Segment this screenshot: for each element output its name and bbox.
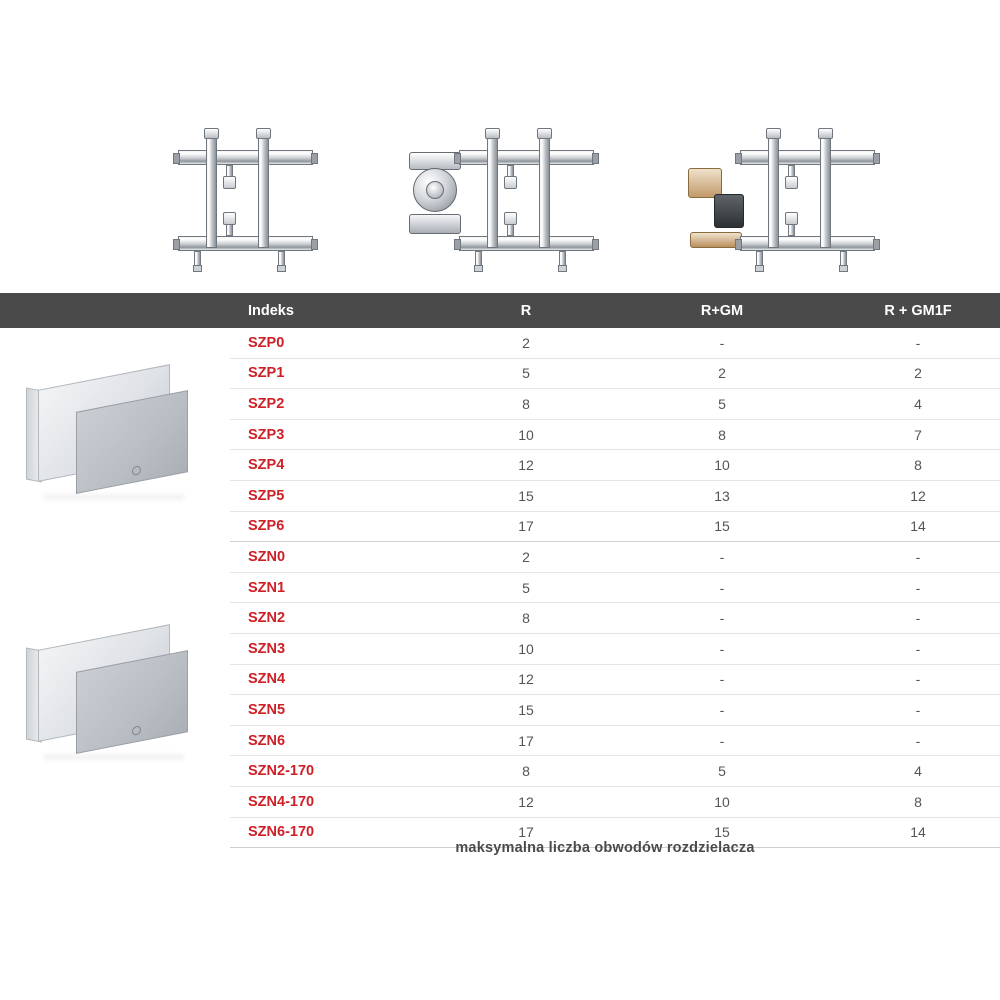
- table-row: [0, 542, 1000, 573]
- cell-r: 10: [428, 419, 624, 450]
- header-index: Indeks: [230, 293, 428, 328]
- manifold-drawing: [178, 128, 313, 273]
- manifold-cap-left: [474, 265, 483, 272]
- manifold-valve-1: [223, 176, 236, 189]
- manifold-drawing: [740, 128, 875, 273]
- cell-index: SZP4: [230, 450, 428, 481]
- table-body: [0, 328, 1000, 848]
- manifold-knob-left: [766, 128, 781, 139]
- manifold-cap-right: [277, 265, 286, 272]
- cell-rgm1f: 7: [820, 419, 1000, 450]
- cell-rgm: -: [624, 725, 820, 756]
- header-picture: [0, 293, 230, 328]
- cell-rgm: -: [624, 328, 820, 358]
- cell-r: 5: [428, 358, 624, 389]
- cell-index: SZN6-170: [230, 817, 428, 848]
- cell-rgm: -: [624, 603, 820, 634]
- specification-table: [0, 293, 1000, 848]
- cabinet-image-szn: [0, 542, 230, 848]
- cell-index: SZN3: [230, 633, 428, 664]
- manifold-valve-2: [223, 212, 236, 225]
- cabinet-shadow: [44, 754, 184, 760]
- manifold-bottom-rail: [740, 236, 875, 251]
- header-r: R: [428, 293, 624, 328]
- cell-r: 10: [428, 633, 624, 664]
- cell-r: 5: [428, 572, 624, 603]
- cell-index: SZN4: [230, 664, 428, 695]
- cell-rgm1f: -: [820, 633, 1000, 664]
- table-row: [0, 328, 1000, 358]
- cell-index: SZN5: [230, 695, 428, 726]
- cabinet-image-szp: [0, 328, 230, 542]
- cell-index: SZP1: [230, 358, 428, 389]
- cell-rgm: -: [624, 542, 820, 573]
- manifold-riser-left: [768, 138, 779, 248]
- cell-rgm: 5: [624, 389, 820, 420]
- manifold-knob-left: [485, 128, 500, 139]
- cell-rgm: 13: [624, 480, 820, 511]
- cell-index: SZP0: [230, 328, 428, 358]
- cell-rgm: -: [624, 695, 820, 726]
- cabinet-illustration: [20, 367, 210, 502]
- manifold-riser-right: [258, 138, 269, 248]
- cell-index: SZP6: [230, 511, 428, 542]
- manifold-top-rail: [459, 150, 594, 165]
- cell-r: 8: [428, 603, 624, 634]
- manifold-valve-1: [785, 176, 798, 189]
- cell-r: 2: [428, 542, 624, 573]
- manifold-bottom-rail: [178, 236, 313, 251]
- cell-rgm: 10: [624, 450, 820, 481]
- table-header-row: [0, 293, 1000, 328]
- table-caption: maksymalna liczba obwodów rozdzielacza: [455, 840, 755, 856]
- cell-index: SZN1: [230, 572, 428, 603]
- pump-base: [409, 214, 461, 234]
- header-rgm: R+GM: [624, 293, 820, 328]
- cell-r: 15: [428, 480, 624, 511]
- cell-rgm1f: 8: [820, 786, 1000, 817]
- manifold-top-rail: [740, 150, 875, 165]
- manifold-valve-1: [504, 176, 517, 189]
- cell-rgm: 15: [624, 511, 820, 542]
- cell-r: 17: [428, 511, 624, 542]
- manifold-top-rail: [178, 150, 313, 165]
- diagram-manifold-r-gm: [403, 120, 598, 280]
- cell-rgm: 8: [624, 419, 820, 450]
- manifold-riser-right: [820, 138, 831, 248]
- cell-rgm: -: [624, 633, 820, 664]
- cell-rgm1f: 4: [820, 389, 1000, 420]
- cell-rgm1f: 2: [820, 358, 1000, 389]
- cell-index: SZN0: [230, 542, 428, 573]
- manifold-cap-right: [839, 265, 848, 272]
- mixing-pump-group: [686, 150, 746, 250]
- manifold-knob-right: [818, 128, 833, 139]
- table-header: [0, 293, 1000, 328]
- cell-index: SZP2: [230, 389, 428, 420]
- cabinet-shadow: [44, 494, 184, 500]
- cell-r: 17: [428, 817, 624, 848]
- cell-rgm1f: -: [820, 603, 1000, 634]
- cell-rgm1f: 12: [820, 480, 1000, 511]
- cell-rgm1f: 14: [820, 817, 1000, 848]
- header-rgm1f: R + GM1F: [820, 293, 1000, 328]
- cell-r: 8: [428, 389, 624, 420]
- diagram-manifold-r: [122, 120, 317, 280]
- cell-index: SZN2-170: [230, 756, 428, 787]
- cell-index: SZP5: [230, 480, 428, 511]
- manifold-knob-left: [204, 128, 219, 139]
- diagram-manifold-r-gm1f: [684, 120, 879, 280]
- manifold-bottom-rail: [459, 236, 594, 251]
- cell-r: 12: [428, 450, 624, 481]
- cell-rgm1f: -: [820, 695, 1000, 726]
- pump-motor: [413, 168, 457, 212]
- cell-rgm1f: 14: [820, 511, 1000, 542]
- cell-rgm1f: -: [820, 542, 1000, 573]
- cell-rgm: -: [624, 572, 820, 603]
- cell-index: SZP3: [230, 419, 428, 450]
- cell-rgm1f: -: [820, 664, 1000, 695]
- manifold-capacity-table: [0, 293, 1000, 848]
- cell-index: SZN4-170: [230, 786, 428, 817]
- cell-r: 15: [428, 695, 624, 726]
- cell-index: SZN6: [230, 725, 428, 756]
- cell-r: 12: [428, 786, 624, 817]
- manifold-riser-left: [487, 138, 498, 248]
- cell-index: SZN2: [230, 603, 428, 634]
- manifold-knob-right: [537, 128, 552, 139]
- manifold-valve-2: [504, 212, 517, 225]
- manifold-valve-2: [785, 212, 798, 225]
- cell-rgm: 5: [624, 756, 820, 787]
- cell-rgm1f: -: [820, 572, 1000, 603]
- manifold-cap-left: [193, 265, 202, 272]
- cell-rgm: 10: [624, 786, 820, 817]
- manifold-cap-right: [558, 265, 567, 272]
- manifold-riser-right: [539, 138, 550, 248]
- pump-group: [405, 150, 465, 250]
- manifold-riser-left: [206, 138, 217, 248]
- cell-rgm1f: 4: [820, 756, 1000, 787]
- cell-rgm1f: -: [820, 725, 1000, 756]
- cell-rgm: 15: [624, 817, 820, 848]
- cabinet-illustration: [20, 627, 210, 762]
- manifold-knob-right: [256, 128, 271, 139]
- cell-r: 2: [428, 328, 624, 358]
- cell-r: 17: [428, 725, 624, 756]
- cell-r: 8: [428, 756, 624, 787]
- cell-rgm1f: 8: [820, 450, 1000, 481]
- product-diagrams: [0, 110, 1000, 290]
- cell-rgm: 2: [624, 358, 820, 389]
- cell-rgm: -: [624, 664, 820, 695]
- manifold-drawing: [459, 128, 594, 273]
- manifold-cap-left: [755, 265, 764, 272]
- cell-r: 12: [428, 664, 624, 695]
- cell-rgm1f: -: [820, 328, 1000, 358]
